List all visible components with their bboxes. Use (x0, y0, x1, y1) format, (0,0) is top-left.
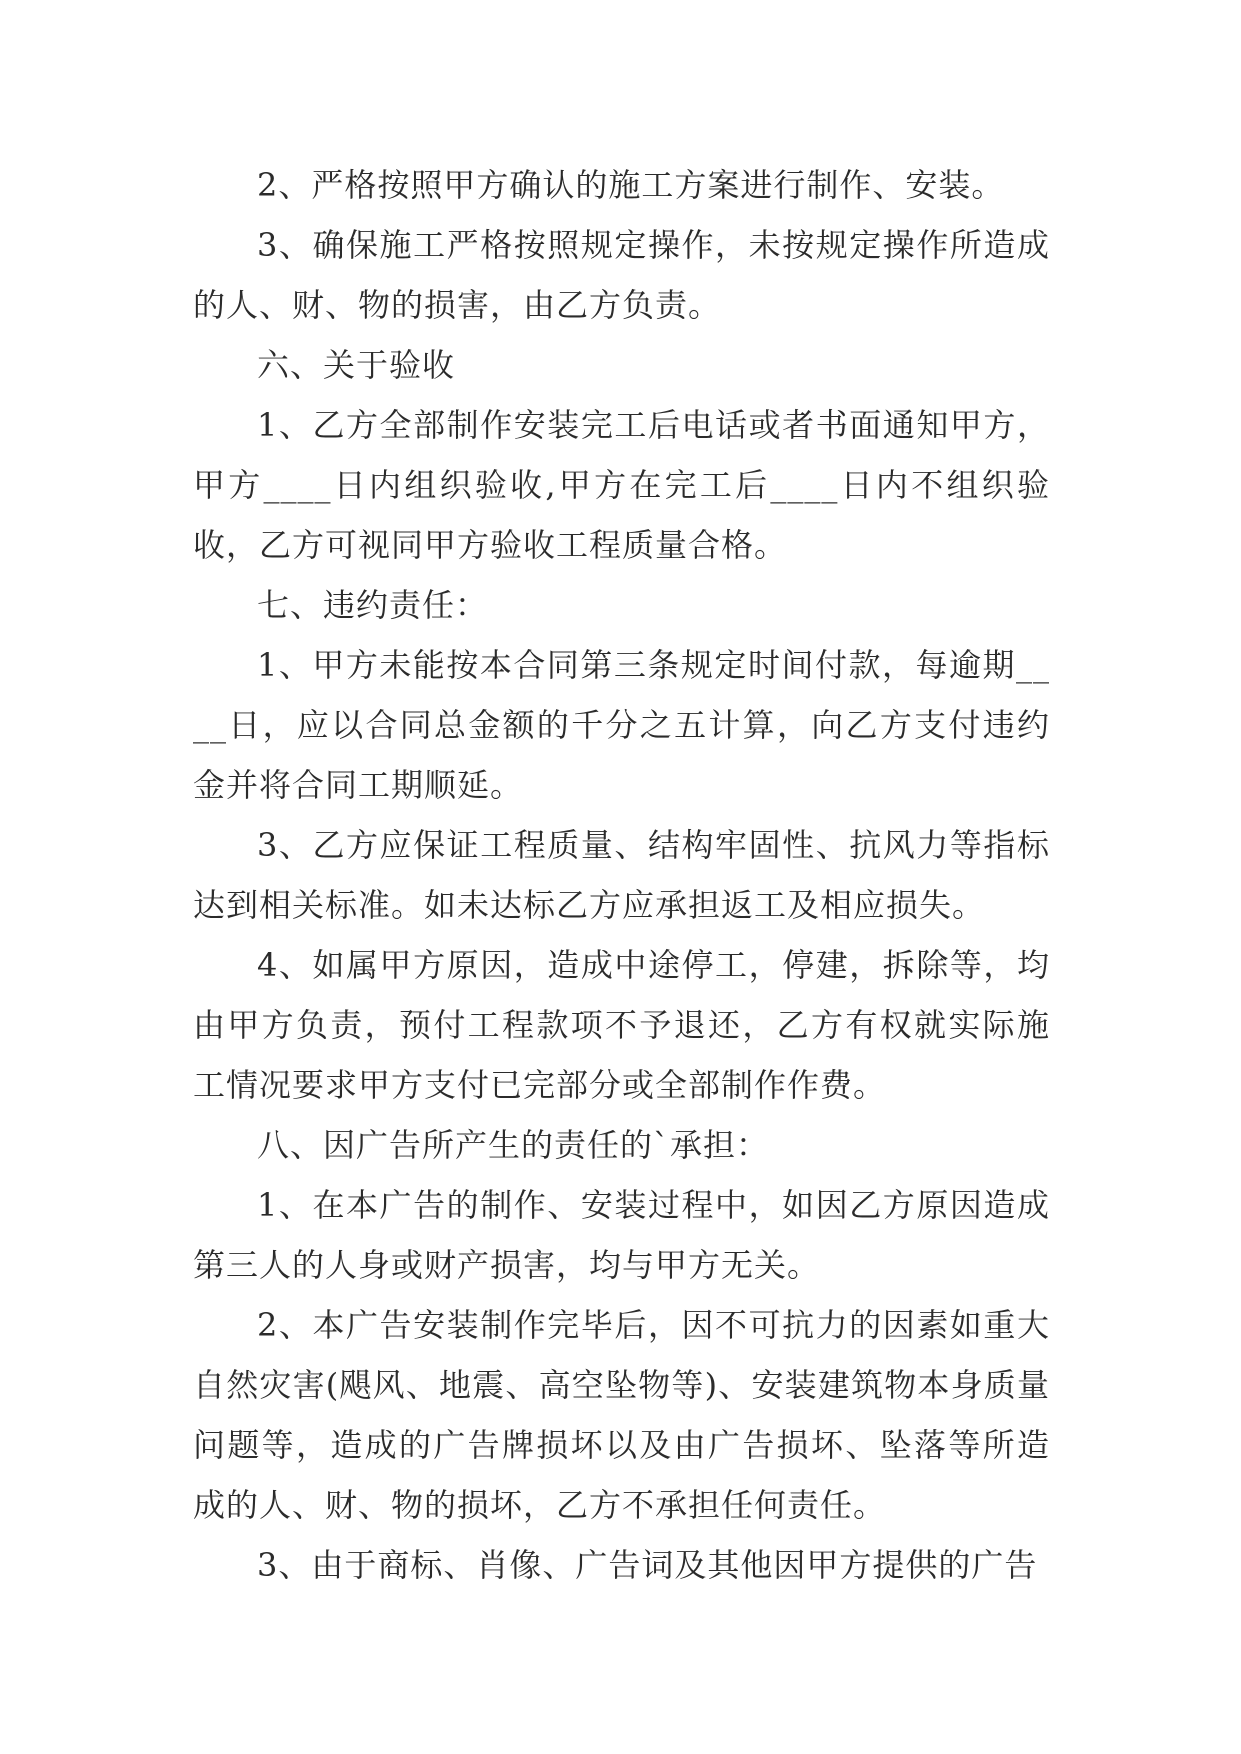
paragraph: 3、乙方应保证工程质量、结构牢固性、抗风力等指标达到相关标准。如未达标乙方应承担返工及相应损失。 (193, 826, 1050, 924)
paragraph: 1、在本广告的制作、安装过程中，如因乙方原因造成第三人的人身或财产损害，均与甲方无关。 (193, 1186, 1050, 1284)
section-heading: 八、因广告所产生的责任的`承担： (257, 1126, 770, 1164)
paragraph: 1、甲方未能按本合同第三条规定时间付款，每逾期____日，应以合同总金额的千分之五计算，向乙方支付违约金并将合同工期顺延。 (193, 646, 1050, 804)
paragraph: 4、如属甲方原因，造成中途停工，停建，拆除等，均由甲方负责，预付工程款项不予退还，乙方有权就实际施工情况要求甲方支付已完部分或全部制作作费。 (193, 946, 1050, 1104)
paragraph: 2、严格按照甲方确认的施工方案进行制作、安装。 (257, 166, 1005, 204)
paragraph: 1、乙方全部制作安装完工后电话或者书面通知甲方，甲方____日内组织验收,甲方在完工后____日内不组织验收，乙方可视同甲方验收工程质量合格。 (193, 406, 1050, 564)
section-heading: 七、违约责任： (257, 586, 489, 624)
paragraph: 2、本广告安装制作完毕后，因不可抗力的因素如重大自然灾害(飓风、地震、高空坠物等)、安装建筑物本身质量问题等，造成的广告牌损坏以及由广告损坏、坠落等所造成的人、财、物的损坏，乙方不承担任何责任。 (193, 1306, 1050, 1524)
document-body (193, 155, 1050, 1595)
paragraph: 3、确保施工严格按照规定操作，未按规定操作所造成的人、财、物的损害，由乙方负责。 (193, 226, 1050, 324)
section-heading: 六、关于验收 (257, 346, 456, 384)
paragraph: 3、由于商标、肖像、广告词及其他因甲方提供的广告 (257, 1546, 1038, 1584)
